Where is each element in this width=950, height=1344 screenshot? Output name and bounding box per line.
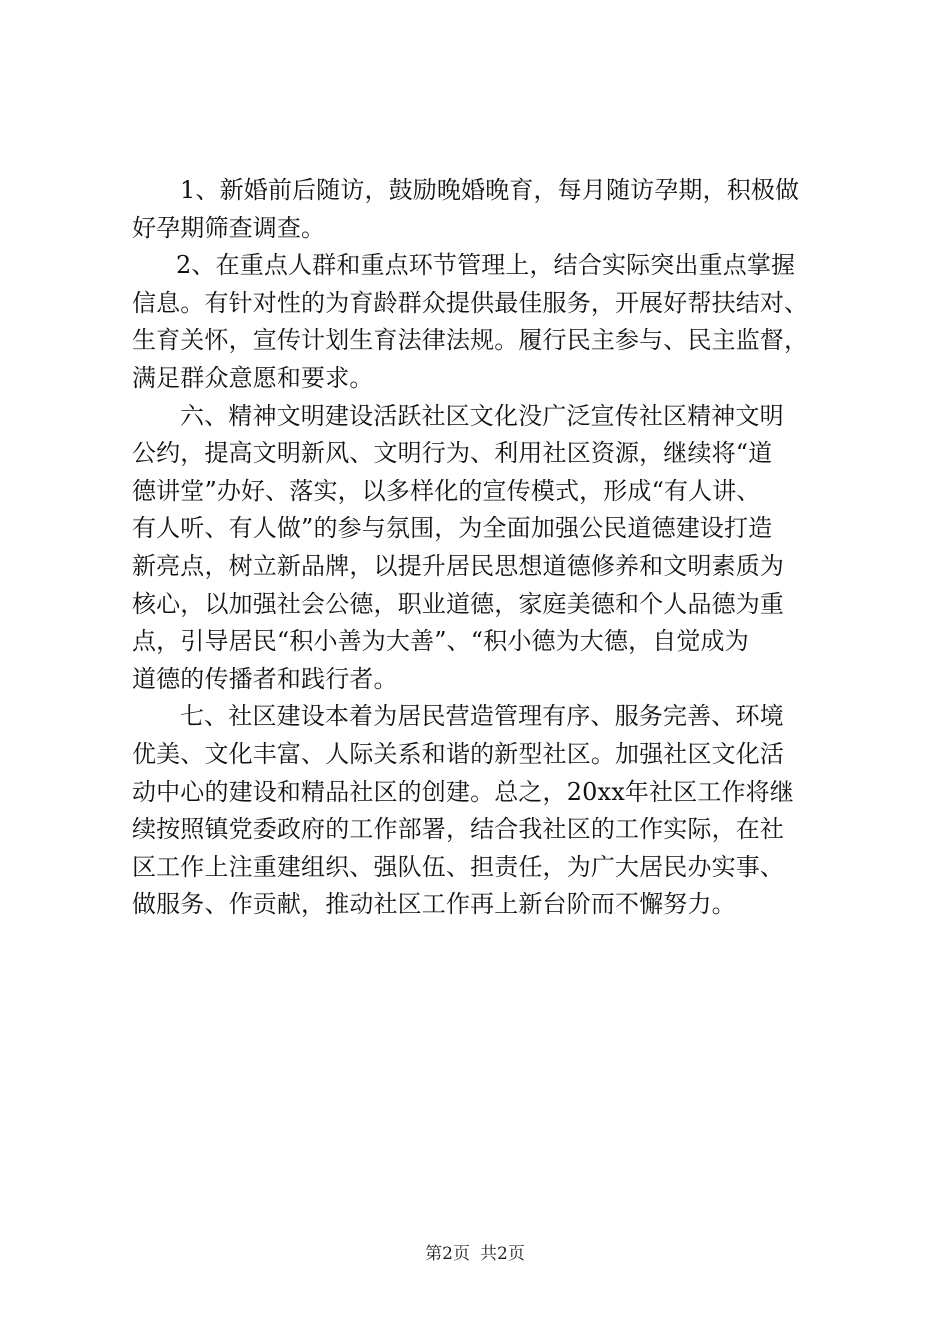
paragraph-1-line-2: 好孕期筛查调查。	[132, 213, 326, 242]
paragraph-2-line-2: 信息。有针对性的为育龄群众提供最佳服务，开展好帮扶结对、	[132, 288, 809, 317]
paragraph-4-line-1: 七、社区建设本着为居民营造管理有序、服务完善、环境	[180, 702, 784, 731]
paragraph-3-line-1: 六、精神文明建设活跃社区文化没广泛宣传社区精神文明	[180, 401, 784, 430]
page-number: 第2页	[425, 1244, 470, 1264]
document-body	[132, 172, 828, 924]
paragraph-3-line-7: 点，引导居民“积小善为大善”、“积小德为大德，自觉成为	[132, 627, 749, 656]
paragraph-3-line-2: 公约，提高文明新风、文明行为、利用社区资源，继续将“道	[132, 439, 773, 468]
paragraph-3-line-4: 有人听、有人做”的参与氛围，为全面加强公民道德建设打造	[132, 514, 773, 543]
paragraph-3-line-8: 道德的传播者和践行者。	[132, 664, 398, 693]
paragraph-3-line-5: 新亮点，树立新品牌，以提升居民思想道德修养和文明素质为	[132, 551, 785, 580]
paragraph-3-line-3: 德讲堂”办好、落实，以多样化的宣传模式，形成“有人讲、	[132, 476, 761, 505]
paragraph-2-line-3: 生育关怀，宣传计划生育法律法规。履行民主参与、民主监督，	[132, 326, 809, 355]
paragraph-4-line-2: 优美、文化丰富、人际关系和谐的新型社区。加强社区文化活	[132, 739, 785, 768]
paragraph-1-line-1: 1、新婚前后随访，鼓励晚婚晚育，每月随访孕期，积极做	[180, 176, 800, 204]
page-footer	[0, 1243, 950, 1265]
paragraph-4-line-3: 动中心的建设和精品社区的创建。总之，20xx年社区工作将继	[132, 777, 794, 806]
paragraph-4-line-6: 做服务、作贡献，推动社区工作再上新台阶而不懈努力。	[132, 890, 736, 919]
paragraph-2-line-4: 满足群众意愿和要求。	[132, 363, 374, 392]
paragraph-4-line-4: 续按照镇党委政府的工作部署，结合我社区的工作实际，在社	[132, 815, 785, 844]
paragraph-4-line-5: 区工作上注重建组织、强队伍、担责任，为广大居民办实事、	[132, 852, 785, 881]
paragraph-2-line-1: 2、在重点人群和重点环节管理上，结合实际突出重点掌握	[176, 251, 796, 280]
paragraph-3-line-6: 核心，以加强社会公德，职业道德，家庭美德和个人品德为重	[132, 589, 785, 618]
page-total: 共2页	[480, 1244, 525, 1264]
